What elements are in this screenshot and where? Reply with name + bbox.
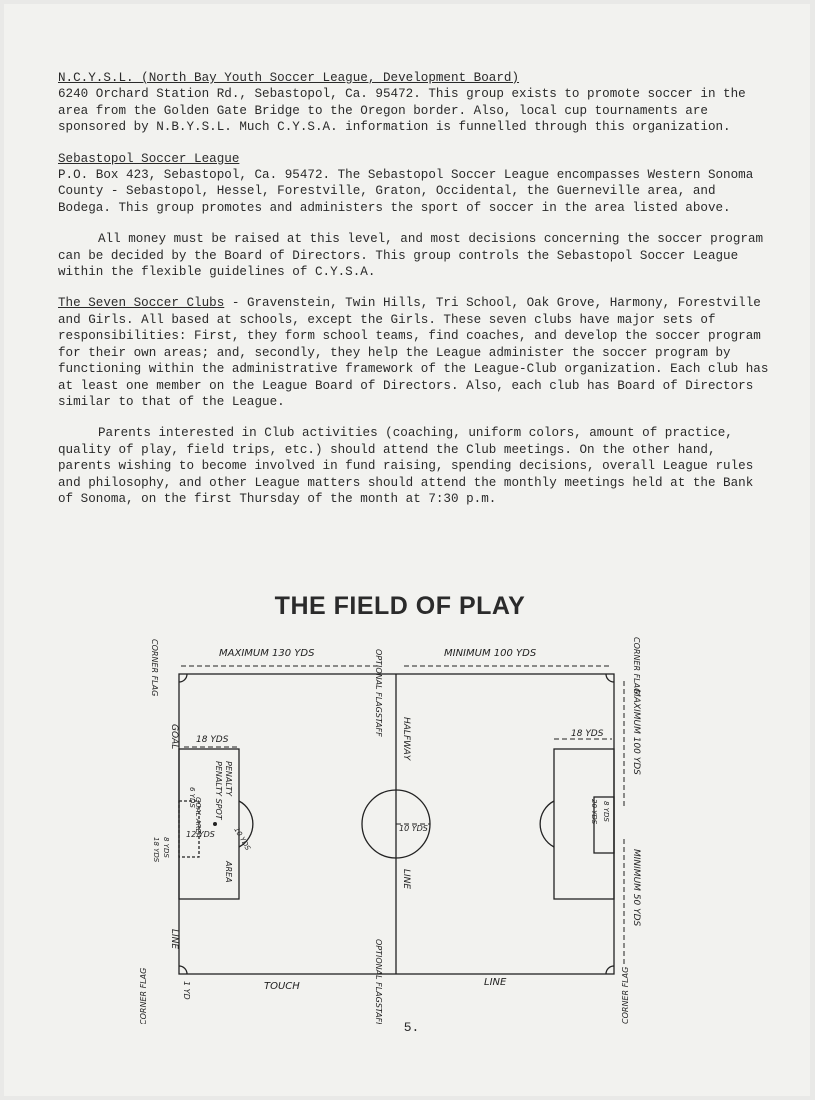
heading-clubs: The Seven Soccer Clubs	[58, 296, 225, 311]
halfway-label: HALFWAY	[401, 717, 411, 761]
field-svg	[134, 629, 664, 1024]
twenty-yds-label: 20 YDS	[590, 799, 598, 825]
min-length-label: MINIMUM 100 YDS	[444, 648, 537, 659]
heading-sebastopol: Sebastopol Soccer League	[58, 151, 240, 166]
paragraph-clubs-body: - Gravenstein, Twin Hills, Tri School, Oak Grove, Harmony, Forestville and Girls. All based at schools, except the Girls. These seven clubs have major sets of responsibilities: First, they form school teams, find coaches, and develop the soccer program for their own areas; and, secondly, they help the League administer the soccer program by functioning within the administrative framework of the League-Club organization. Each club has at least one member on the League Board of Directors. Also, each club has Board of Directors similar to that of the League.	[58, 296, 769, 409]
area-label: AREA	[224, 861, 233, 883]
eight-yds-label: 8 YDS	[162, 837, 170, 858]
paragraph-parents: Parents interested in Club activities (coaching, uniform colors, amount of practice, quality of play, field trips, etc.) should attend the Club meetings. On the other hand, parents wishing to become involved in fund raising, spending decisions, overall League rules and philosophy, and other League matters should attend the monthly meetings held at the Bank of Sonoma, on the first Thursday of the month at 7:30 p.m.	[58, 426, 754, 506]
goal-label: GOAL	[169, 724, 179, 750]
right-18yds-label: 18 YDS	[571, 729, 604, 739]
right-penalty-arc	[540, 801, 554, 847]
corner-flag-br-label: CORNER FLAG	[621, 966, 630, 1024]
document-page	[4, 4, 810, 1096]
touch-line-label: LINE	[484, 977, 507, 988]
paragraph-clubs	[58, 295, 770, 410]
corner-arc-tr	[606, 674, 614, 682]
one-yd-label: 1 YD	[182, 981, 191, 1000]
paragraph-sebastopol	[58, 151, 770, 217]
field-diagram	[134, 629, 664, 1024]
corner-flag-tl-label: CORNER FLAG	[150, 639, 159, 697]
left-penalty-spot	[213, 822, 217, 826]
ten-yds-circle-label: 10 YDS	[399, 824, 428, 833]
corner-flag-tr-label: CORNER FLAG	[632, 637, 641, 695]
page-number: 5.	[403, 1020, 420, 1035]
six-yds-label: 6 YDS	[188, 787, 196, 808]
corner-flag-bl-label: CORNER FLAG	[139, 967, 148, 1024]
heading-ncysl: N.C.Y.S.L. (North Bay Youth Soccer League, Development Board)	[58, 71, 520, 85]
ten-yds-arc-label: 10 YDS	[232, 826, 252, 852]
corner-arc-br	[606, 966, 614, 974]
max-length-label: MAXIMUM 130 YDS	[219, 648, 315, 659]
right-penalty-area	[554, 749, 614, 899]
paragraph-ncysl-body: 6240 Orchard Station Rd., Sebastopol, Ca. 95472. This group exists to promote soccer in the area from the Golden Gate Bridge to the Oregon border. Also, local cup tournaments are sponsored by N.B.Y.S.L. Much C.Y.S.A. information is funnelled through this organization.	[58, 87, 746, 135]
corner-arc-tl	[179, 674, 187, 682]
paragraph-ncysl	[58, 70, 770, 136]
min-width-label: MINIMUM 50 YDS	[631, 849, 641, 927]
max-width-label: MAXIMUM 100 YDS	[631, 689, 641, 775]
penalty-label: PENALTY	[224, 761, 233, 797]
line-label-left: LINE	[169, 929, 179, 950]
goal-area-label: GOAL AREA	[194, 797, 202, 838]
optional-flagstaff-bottom-label: OPTIONAL FLAGSTAFF	[374, 939, 383, 1024]
paragraph-sebastopol-body: P.O. Box 423, Sebastopol, Ca. 95472. The Sebastopol Soccer League encompasses Western Sonoma County - Sebastopol, Hessel, Forestville, Graton, Occidental, the Guerneville area, and Bodega. This group promotes and administers the sport of soccer in the area listed above.	[58, 168, 754, 215]
touch-label: TOUCH	[264, 981, 300, 992]
eight-yds-goal-label: 8 YDS	[602, 801, 610, 822]
halfway-line-label: LINE	[401, 869, 411, 890]
penalty-spot-label: PENALTY SPOT	[214, 761, 223, 820]
body-text	[58, 70, 770, 522]
paragraph-money: All money must be raised at this level, and most decisions concerning the soccer program can be decided by the Board of Directors. This group controls the Sebastopol Soccer League within the flexible guidelines of C.Y.S.A.	[58, 232, 764, 280]
twelve-yds-label: 12 YDS	[186, 830, 215, 839]
left-18yds-label: 18 YDS	[196, 735, 229, 745]
field-title: THE FIELD OF PLAY	[274, 592, 526, 620]
corner-arc-bl	[179, 966, 187, 974]
eighteen-yds-vert-label: 18 YDS	[152, 837, 160, 863]
optional-flagstaff-top-label: OPTIONAL FLAGSTAFF	[374, 649, 383, 737]
